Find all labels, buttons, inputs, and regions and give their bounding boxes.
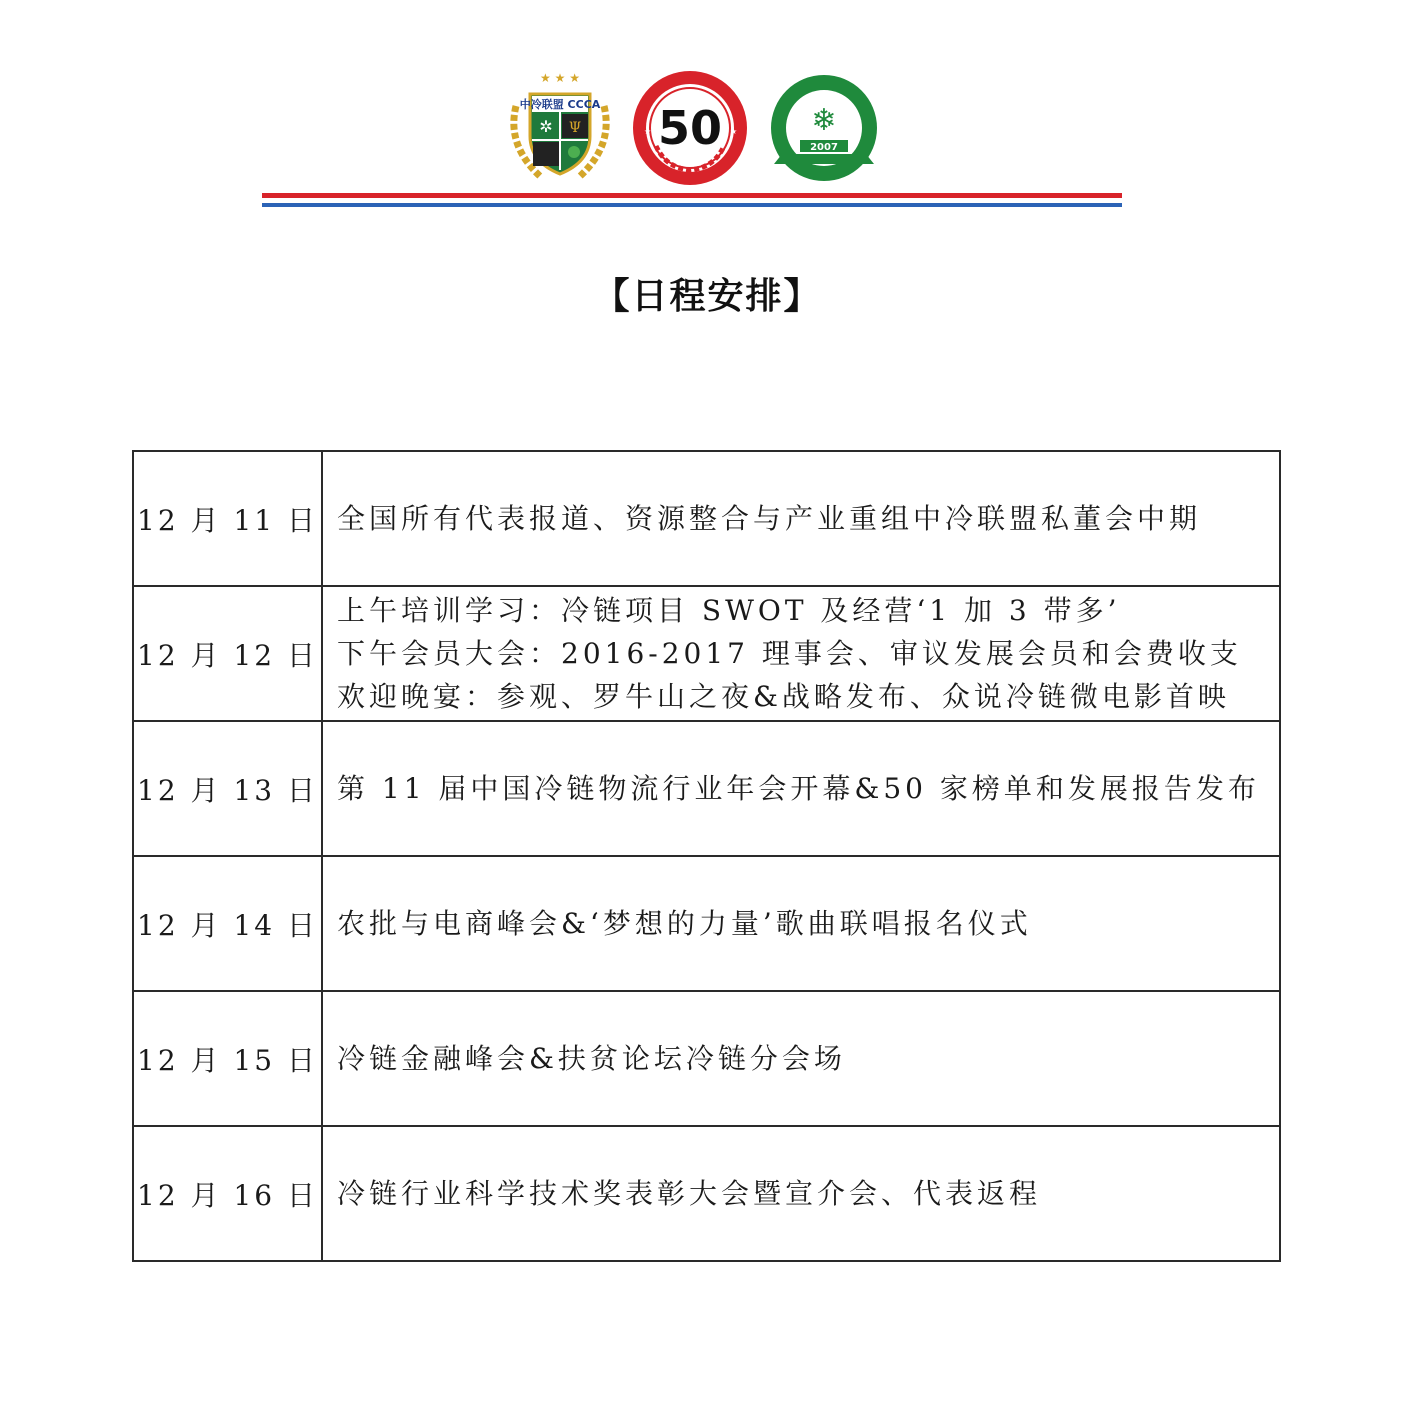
event-line: 农批与电商峰会&‘梦想的力量’歌曲联唱报名仪式 bbox=[337, 907, 1032, 940]
schedule-table bbox=[132, 450, 1281, 1262]
ccca-logo bbox=[502, 66, 618, 186]
svg-text:2007: 2007 bbox=[810, 142, 838, 153]
event-cell bbox=[322, 451, 1280, 586]
svg-text:50: 50 bbox=[657, 101, 723, 155]
date-cell: 12 月 16 日 bbox=[133, 1126, 322, 1261]
table-row bbox=[133, 586, 1280, 721]
table-row bbox=[133, 451, 1280, 586]
date-cell: 12 月 12 日 bbox=[133, 586, 322, 721]
header-divider-blue bbox=[262, 203, 1122, 207]
page-title: 【日程安排】 bbox=[593, 276, 822, 317]
svg-text:★: ★ bbox=[644, 127, 652, 136]
date-cell: 12 月 11 日 bbox=[133, 451, 322, 586]
event-line: 下午会员大会：2016-2017 理事会、审议发展会员和会费收支 bbox=[337, 637, 1242, 670]
table-row bbox=[133, 856, 1280, 991]
svg-text:★ ★ ★: ★ ★ ★ bbox=[540, 71, 580, 85]
svg-text:中冷联盟 CCCA: 中冷联盟 CCCA bbox=[519, 98, 601, 111]
svg-text:❄: ❄ bbox=[811, 103, 837, 138]
header-divider-red bbox=[262, 193, 1122, 198]
date-cell: 12 月 13 日 bbox=[133, 721, 322, 856]
event-cell bbox=[322, 991, 1280, 1126]
event-cell bbox=[322, 1126, 1280, 1261]
top50-logo bbox=[630, 68, 750, 188]
table-row bbox=[133, 721, 1280, 856]
event-cell bbox=[322, 586, 1280, 721]
event-line: 冷链行业科学技术奖表彰大会暨宣介会、代表返程 bbox=[337, 1177, 1042, 1210]
green-logo bbox=[762, 72, 886, 190]
date-cell: 12 月 14 日 bbox=[133, 856, 322, 991]
event-line: 欢迎晚宴：参观、罗牛山之夜&战略发布、众说冷链微电影首映 bbox=[337, 680, 1230, 713]
event-line: 冷链金融峰会&扶贫论坛冷链分会场 bbox=[337, 1042, 846, 1075]
table-row bbox=[133, 991, 1280, 1126]
event-line: 全国所有代表报道、资源整合与产业重组中冷联盟私董会中期 bbox=[337, 502, 1202, 535]
svg-text:★: ★ bbox=[730, 127, 738, 136]
date-cell: 12 月 15 日 bbox=[133, 991, 322, 1126]
event-cell bbox=[322, 856, 1280, 991]
event-line: 上午培训学习：冷链项目 SWOT 及经营‘1 加 3 带多’ bbox=[337, 594, 1121, 627]
svg-text:Ψ: Ψ bbox=[568, 120, 582, 136]
event-cell bbox=[322, 721, 1280, 856]
table-row bbox=[133, 1126, 1280, 1261]
svg-text:✲: ✲ bbox=[539, 117, 553, 136]
event-line: 第 11 届中国冷链物流行业年会开幕&50 家榜单和发展报告发布 bbox=[337, 772, 1260, 805]
